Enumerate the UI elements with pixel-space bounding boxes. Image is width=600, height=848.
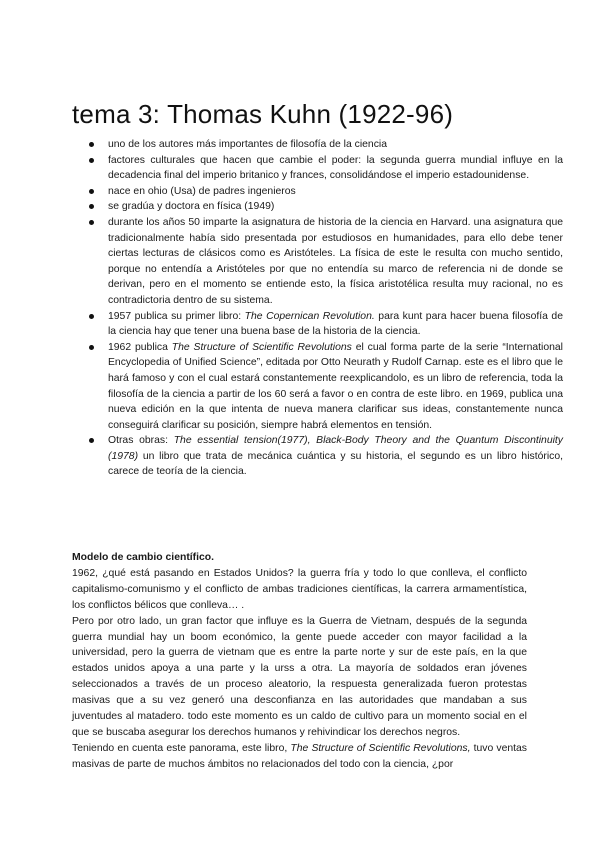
list-item: durante los años 50 imparte la asignatura de historia de la ciencia en Harvard. una asignatura que tradicionalmente había sido presentada por estudiosos en humanidades, para ello debe tener ciertas lecturas de clásicos como es Aristóteles. La física de este le resulta con mucho sentido, porque no entendía a Aristóteles por que no entendía su marco de referencia ni de donde se derivan, pero en el momento se entiende esto, la física aristotélica resulta muy racional, no es contradictoria dentro de su sistema. xyxy=(108,215,563,309)
list-item: uno de los autores más importantes de filosofía de la ciencia xyxy=(108,137,563,153)
list-item: 1962 publica The Structure of Scientific Revolutions el cual forma parte de la serie “International Encyclopedia of Unified Science”, editada por Otto Neurath y Rudolf Carnap. este es el libro que le hará famoso y con el cual estará constantemente reexplicandolo, es un libro de referencia, toda la filosofía de la ciencia a partir de los 60 será a favor o en contra de este libro. en 1969, publica una nueva edición en la que intenta de nueva manera clarificar sus ideas, constantemente nunca conseguirá clarificar su posición, siempre habrá elementos en tensión. xyxy=(108,340,563,434)
list-item: factores culturales que hacen que cambie el poder: la segunda guerra mundial influye en la decadencia final del imperio britanico y frances, consolidándose el imperio estadounidense. xyxy=(108,153,563,184)
list-item: nace en ohio (Usa) de padres ingenieros xyxy=(108,184,563,200)
list-item: se gradúa y doctora en física (1949) xyxy=(108,199,563,215)
paragraph: 1962, ¿qué está pasando en Estados Unidos? la guerra fría y todo lo que conlleva, el conflicto capitalismo-comunismo y el conflicto de ambas tradiciones científicas, la carrera armamentística, los conflictos bélicos que conlleva… . xyxy=(72,567,527,611)
paragraph: Teniendo en cuenta este panorama, este libro, The Structure of Scientific Revolutions, tuvo ventas masivas de parte de muchos ámbitos no relacionados del todo con la ciencia, ¿por xyxy=(72,742,528,770)
list-item: Otras obras: The essential tension(1977), Black-Body Theory and the Quantum Discontinuity (1978) un libro que trata de mecánica cuántica y su historia, el segundo es un libro histórico, carece de teoría de la ciencia. xyxy=(108,433,563,480)
paragraph: Pero por otro lado, un gran factor que influye es la Guerra de Vietnam, después de la segunda guerra mundial hay un boom económico, la gente puede acceder con mayor facilidad a la universidad, pero la guerra de vietnam que es entre la parte norte y sur de este país, en la que estados unidos apoya a una parte y la urss a otra. La mayoría de soldados eran jóvenes seleccionados a través de un proceso aleatorio, la respuesta generalizada fueron protestas masivas que a su vez generó una desconfianza en las autoridades que mandaban a sus juventudes al matadero. todo este momento es un caldo de cultivo para un momento social en el que se buscaba asegurar los derechos humanos y rehivindicar los derechos negros. xyxy=(72,615,527,738)
section-heading: Modelo de cambio científico. xyxy=(72,552,215,563)
list-item: 1957 publica su primer libro: The Copernican Revolution. para kunt para hacer buena filosofía de la ciencia hay que tener una buena base de la historia de la ciencia. xyxy=(108,309,563,340)
page-title: tema 3: Thomas Kuhn (1922-96) xyxy=(72,99,454,129)
bullet-list xyxy=(72,137,563,480)
section-modelo-cambio xyxy=(72,550,527,773)
